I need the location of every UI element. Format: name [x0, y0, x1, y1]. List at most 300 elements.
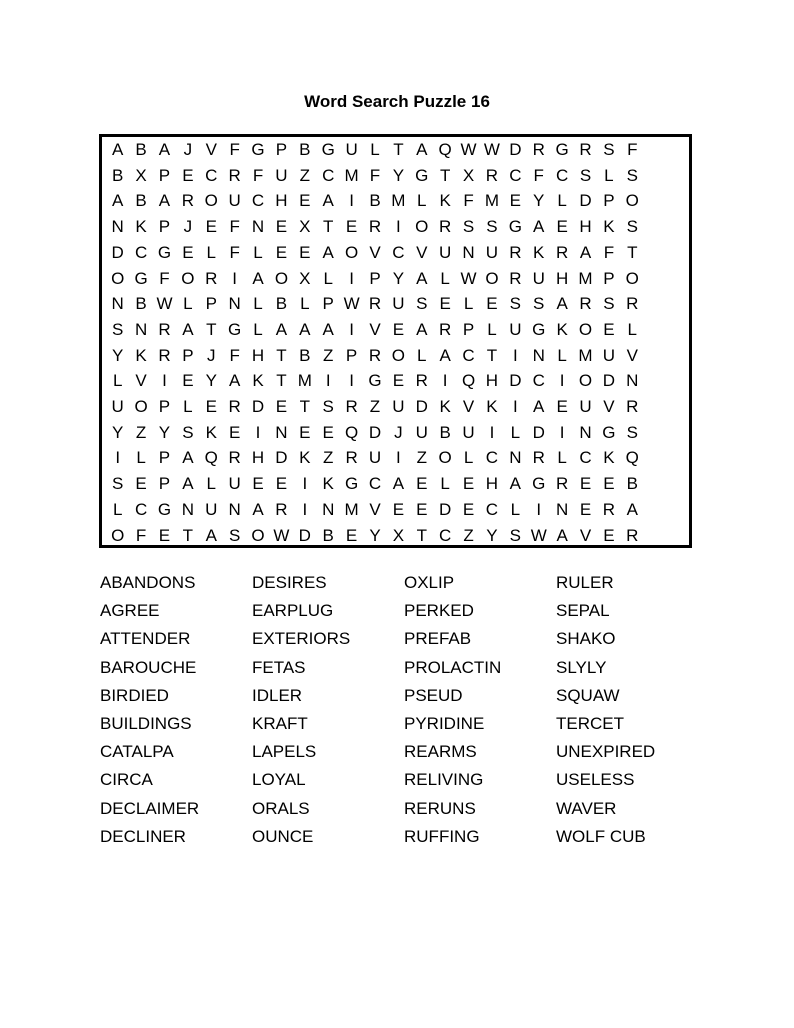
grid-letter[interactable]: A	[252, 499, 264, 519]
grid-letter[interactable]: K	[135, 217, 147, 237]
grid-letter[interactable]: D	[532, 422, 545, 442]
grid-letter[interactable]: U	[205, 499, 218, 519]
grid-letter[interactable]: O	[415, 217, 429, 237]
grid-letter[interactable]: Y	[392, 165, 405, 185]
grid-letter[interactable]: L	[604, 165, 614, 185]
grid-letter[interactable]: F	[603, 242, 615, 262]
grid-letter[interactable]: E	[345, 217, 358, 237]
grid-letter[interactable]: G	[532, 319, 546, 339]
grid-letter[interactable]: Y	[533, 191, 545, 211]
grid-letter[interactable]: G	[321, 140, 335, 159]
grid-letter[interactable]: L	[557, 191, 567, 211]
grid-letter[interactable]: L	[557, 448, 567, 468]
grid-letter[interactable]: C	[485, 499, 499, 519]
grid-letter[interactable]: E	[252, 474, 264, 494]
grid-letter[interactable]: E	[556, 397, 568, 416]
grid-letter[interactable]: U	[368, 448, 382, 468]
grid-letter[interactable]: R	[345, 397, 358, 416]
grid-letter[interactable]: P	[158, 217, 171, 237]
grid-letter[interactable]: C	[532, 371, 545, 391]
grid-letter[interactable]: O	[274, 268, 289, 288]
grid-letter[interactable]: L	[253, 242, 263, 262]
grid-letter[interactable]: N	[181, 499, 194, 519]
grid-letter[interactable]: S	[626, 422, 638, 442]
grid-letter[interactable]: B	[299, 140, 311, 159]
grid-letter[interactable]: T	[486, 345, 498, 365]
grid-letter[interactable]: A	[626, 499, 638, 519]
grid-letter[interactable]: B	[439, 422, 451, 442]
grid-letter[interactable]: V	[369, 499, 381, 519]
grid-letter[interactable]: L	[253, 319, 263, 339]
grid-letter[interactable]: G	[368, 371, 382, 391]
grid-letter[interactable]: U	[602, 345, 616, 365]
grid-letter[interactable]: G	[157, 242, 172, 262]
grid-letter[interactable]: U	[439, 242, 452, 262]
grid-letter[interactable]: X	[462, 165, 475, 185]
grid-letter[interactable]: T	[323, 217, 334, 237]
grid-letter[interactable]: A	[322, 319, 334, 339]
grid-letter[interactable]: O	[204, 191, 218, 211]
grid-letter[interactable]: K	[252, 371, 264, 391]
grid-letter[interactable]: L	[253, 294, 263, 314]
grid-letter[interactable]: A	[275, 319, 288, 339]
grid-letter[interactable]: D	[509, 371, 522, 391]
grid-letter[interactable]: E	[603, 474, 615, 494]
grid-letter[interactable]: K	[603, 448, 615, 468]
grid-letter[interactable]: L	[300, 294, 310, 314]
grid-letter[interactable]: Y	[112, 345, 124, 365]
grid-letter[interactable]: Q	[344, 422, 359, 442]
grid-letter[interactable]: M	[578, 345, 593, 365]
grid-letter[interactable]: R	[626, 525, 639, 545]
grid-letter[interactable]: W	[343, 294, 360, 314]
grid-letter[interactable]: S	[579, 165, 592, 185]
grid-letter[interactable]: K	[322, 474, 334, 494]
grid-letter[interactable]: U	[392, 294, 405, 314]
grid-letter[interactable]: W	[460, 268, 477, 288]
grid-letter[interactable]: L	[557, 345, 567, 365]
grid-letter[interactable]: C	[134, 242, 148, 262]
grid-letter[interactable]: L	[183, 397, 193, 416]
grid-letter[interactable]: P	[603, 191, 615, 211]
grid-letter[interactable]: L	[417, 191, 427, 211]
grid-letter[interactable]: A	[252, 268, 264, 288]
grid-letter[interactable]: F	[135, 525, 147, 545]
grid-letter[interactable]: A	[182, 448, 194, 468]
grid-letter[interactable]: T	[416, 525, 427, 545]
grid-letter[interactable]: R	[275, 499, 288, 519]
grid-letter[interactable]: S	[603, 140, 615, 159]
grid-letter[interactable]: P	[205, 294, 217, 314]
grid-letter[interactable]: E	[205, 397, 217, 416]
grid-letter[interactable]: R	[439, 217, 452, 237]
grid-letter[interactable]: V	[135, 371, 147, 391]
grid-letter[interactable]: G	[157, 499, 172, 519]
grid-letter[interactable]: A	[556, 525, 568, 545]
grid-letter[interactable]: S	[626, 217, 638, 237]
grid-letter[interactable]: I	[559, 371, 565, 391]
grid-letter[interactable]: O	[251, 525, 265, 545]
grid-letter[interactable]: T	[182, 525, 194, 545]
grid-letter[interactable]: W	[483, 140, 500, 159]
grid-letter[interactable]: A	[439, 345, 451, 365]
grid-letter[interactable]: E	[416, 499, 428, 519]
grid-letter[interactable]: D	[368, 422, 382, 442]
grid-letter[interactable]: L	[440, 268, 450, 288]
grid-letter[interactable]: S	[603, 294, 615, 314]
grid-letter[interactable]: Y	[392, 268, 405, 288]
grid-letter[interactable]: C	[462, 345, 475, 365]
grid-letter[interactable]: E	[205, 217, 217, 237]
grid-letter[interactable]: E	[322, 422, 334, 442]
grid-letter[interactable]: K	[603, 217, 615, 237]
grid-letter[interactable]: C	[392, 242, 405, 262]
grid-letter[interactable]: F	[252, 165, 264, 185]
grid-letter[interactable]: A	[182, 474, 194, 494]
grid-letter[interactable]: L	[112, 499, 123, 519]
grid-letter[interactable]: Y	[486, 525, 498, 545]
grid-letter[interactable]: Y	[112, 422, 124, 442]
grid-letter[interactable]: T	[276, 371, 287, 391]
grid-letter[interactable]: R	[532, 140, 545, 159]
grid-letter[interactable]: U	[579, 397, 592, 416]
grid-letter[interactable]: I	[489, 422, 495, 442]
grid-letter[interactable]: P	[462, 319, 475, 339]
grid-letter[interactable]: W	[273, 525, 290, 545]
grid-letter[interactable]: N	[251, 217, 265, 237]
grid-letter[interactable]: Q	[461, 371, 476, 391]
grid-letter[interactable]: E	[462, 499, 475, 519]
grid-letter[interactable]: B	[135, 140, 147, 159]
grid-letter[interactable]: L	[370, 140, 380, 159]
grid-letter[interactable]: D	[579, 191, 592, 211]
grid-letter[interactable]: N	[111, 217, 124, 237]
grid-letter[interactable]: N	[275, 422, 288, 442]
grid-letter[interactable]: I	[349, 191, 354, 211]
grid-letter[interactable]: P	[603, 268, 615, 288]
grid-letter[interactable]: E	[299, 191, 311, 211]
grid-letter[interactable]: R	[415, 371, 428, 391]
grid-letter[interactable]: D	[251, 397, 265, 416]
grid-letter[interactable]: O	[181, 268, 195, 288]
grid-letter[interactable]: X	[135, 165, 147, 185]
grid-letter[interactable]: R	[228, 397, 241, 416]
grid-letter[interactable]: L	[136, 448, 146, 468]
grid-letter[interactable]: O	[111, 525, 125, 545]
grid-letter[interactable]: I	[396, 448, 401, 468]
grid-letter[interactable]: R	[158, 319, 171, 339]
grid-letter[interactable]: K	[533, 242, 545, 262]
grid-letter[interactable]: F	[463, 191, 474, 211]
grid-letter[interactable]: F	[229, 345, 240, 365]
grid-letter[interactable]: T	[393, 140, 404, 159]
grid-letter[interactable]: G	[228, 319, 242, 339]
grid-letter[interactable]: P	[345, 345, 358, 365]
grid-letter[interactable]: Q	[204, 448, 218, 468]
grid-letter[interactable]: D	[298, 525, 311, 545]
grid-letter[interactable]: S	[486, 217, 498, 237]
grid-letter[interactable]: J	[394, 422, 403, 442]
grid-letter[interactable]: L	[463, 448, 474, 468]
grid-letter[interactable]: I	[232, 268, 238, 288]
grid-letter[interactable]: K	[486, 397, 498, 416]
grid-letter[interactable]: R	[602, 499, 616, 519]
grid-letter[interactable]: G	[602, 422, 616, 442]
grid-letter[interactable]: A	[533, 217, 545, 237]
grid-letter[interactable]: B	[369, 191, 381, 211]
grid-letter[interactable]: E	[603, 525, 615, 545]
grid-letter[interactable]: B	[112, 165, 124, 185]
grid-letter[interactable]: L	[112, 371, 123, 391]
grid-letter[interactable]: M	[578, 268, 593, 288]
grid-letter[interactable]: A	[112, 191, 124, 211]
grid-letter[interactable]: I	[349, 319, 354, 339]
grid-letter[interactable]: A	[322, 242, 334, 262]
grid-letter[interactable]: O	[578, 371, 593, 391]
grid-letter[interactable]: C	[134, 499, 148, 519]
grid-letter[interactable]: R	[368, 294, 382, 314]
grid-letter[interactable]: Q	[625, 448, 639, 468]
grid-letter[interactable]: E	[392, 371, 405, 391]
grid-letter[interactable]: E	[135, 474, 147, 494]
grid-letter[interactable]: O	[485, 268, 499, 288]
grid-letter[interactable]: E	[299, 422, 311, 442]
grid-letter[interactable]: A	[579, 242, 592, 262]
grid-letter[interactable]: T	[627, 242, 638, 262]
grid-letter[interactable]: U	[345, 140, 358, 159]
grid-letter[interactable]: B	[135, 191, 147, 211]
grid-letter[interactable]: E	[579, 474, 592, 494]
grid-letter[interactable]: U	[111, 397, 124, 416]
grid-letter[interactable]: F	[627, 140, 638, 159]
grid-letter[interactable]: R	[555, 242, 569, 262]
grid-letter[interactable]: Z	[323, 345, 334, 365]
grid-letter[interactable]: R	[368, 345, 382, 365]
grid-letter[interactable]: O	[391, 345, 405, 365]
grid-letter[interactable]: E	[486, 294, 498, 314]
grid-letter[interactable]: E	[275, 474, 288, 494]
grid-letter[interactable]: G	[251, 140, 265, 159]
grid-letter[interactable]: F	[229, 140, 240, 159]
grid-letter[interactable]: I	[302, 474, 308, 494]
grid-letter[interactable]: N	[532, 345, 545, 365]
grid-letter[interactable]: G	[532, 474, 546, 494]
grid-letter[interactable]: S	[182, 422, 194, 442]
grid-letter[interactable]: F	[533, 165, 544, 185]
grid-letter[interactable]: M	[484, 191, 500, 211]
grid-letter[interactable]: O	[625, 268, 639, 288]
grid-letter[interactable]: B	[299, 345, 311, 365]
grid-letter[interactable]: P	[158, 448, 171, 468]
grid-letter[interactable]: L	[206, 474, 216, 494]
grid-letter[interactable]: S	[509, 525, 521, 545]
grid-letter[interactable]: M	[344, 165, 359, 185]
grid-letter[interactable]: K	[439, 397, 451, 416]
grid-letter[interactable]: R	[509, 268, 522, 288]
grid-letter[interactable]: Y	[205, 371, 217, 391]
grid-letter[interactable]: K	[299, 448, 311, 468]
grid-letter[interactable]: K	[135, 345, 147, 365]
grid-letter[interactable]: L	[440, 474, 450, 494]
grid-letter[interactable]: H	[485, 371, 499, 391]
grid-letter[interactable]: N	[111, 294, 124, 314]
grid-letter[interactable]: O	[578, 319, 593, 339]
grid-letter[interactable]: S	[228, 525, 241, 545]
grid-letter[interactable]: N	[509, 448, 522, 468]
grid-letter[interactable]: N	[555, 499, 569, 519]
grid-letter[interactable]: V	[416, 242, 428, 262]
grid-letter[interactable]: D	[602, 371, 616, 391]
grid-letter[interactable]: A	[158, 191, 171, 211]
grid-letter[interactable]: X	[299, 268, 311, 288]
grid-letter[interactable]: V	[369, 319, 381, 339]
grid-letter[interactable]: E	[345, 525, 358, 545]
grid-letter[interactable]: L	[417, 345, 427, 365]
grid-letter[interactable]: T	[276, 345, 287, 365]
grid-letter[interactable]: U	[509, 319, 522, 339]
grid-letter[interactable]: X	[392, 525, 405, 545]
grid-letter[interactable]: L	[510, 422, 521, 442]
grid-letter[interactable]: O	[438, 448, 452, 468]
grid-letter[interactable]: R	[228, 448, 241, 468]
grid-letter[interactable]: I	[349, 268, 354, 288]
grid-letter[interactable]: G	[555, 140, 569, 159]
grid-letter[interactable]: E	[439, 294, 451, 314]
grid-letter[interactable]: Z	[463, 525, 474, 545]
grid-letter[interactable]: M	[297, 371, 312, 391]
grid-letter[interactable]: X	[299, 217, 311, 237]
grid-letter[interactable]: E	[182, 165, 194, 185]
grid-letter[interactable]: C	[509, 165, 522, 185]
grid-letter[interactable]: A	[416, 140, 428, 159]
grid-letter[interactable]: S	[112, 319, 124, 339]
grid-letter[interactable]: Z	[299, 165, 311, 185]
grid-letter[interactable]: E	[299, 242, 311, 262]
grid-letter[interactable]: R	[439, 319, 452, 339]
grid-letter[interactable]: A	[112, 140, 124, 159]
grid-letter[interactable]: C	[485, 448, 499, 468]
grid-letter[interactable]: O	[625, 191, 639, 211]
grid-letter[interactable]: P	[275, 140, 288, 159]
grid-letter[interactable]: D	[415, 397, 428, 416]
grid-letter[interactable]: G	[134, 268, 148, 288]
grid-letter[interactable]: M	[391, 191, 406, 211]
grid-letter[interactable]: E	[275, 217, 288, 237]
grid-letter[interactable]: R	[158, 345, 171, 365]
grid-letter[interactable]: R	[579, 294, 592, 314]
grid-letter[interactable]: A	[392, 474, 405, 494]
grid-letter[interactable]: I	[536, 499, 542, 519]
grid-letter[interactable]: Z	[135, 422, 147, 442]
grid-letter[interactable]: E	[275, 397, 288, 416]
grid-letter[interactable]: I	[396, 217, 401, 237]
grid-letter[interactable]: V	[579, 525, 592, 545]
grid-letter[interactable]: T	[299, 397, 311, 416]
grid-letter[interactable]: J	[183, 217, 193, 237]
grid-letter[interactable]: E	[462, 474, 475, 494]
grid-letter[interactable]: A	[322, 191, 334, 211]
grid-letter[interactable]: A	[182, 319, 194, 339]
grid-letter[interactable]: D	[111, 242, 124, 262]
grid-letter[interactable]: S	[509, 294, 521, 314]
grid-letter[interactable]: V	[205, 140, 217, 159]
grid-letter[interactable]: I	[349, 371, 354, 391]
grid-letter[interactable]: E	[603, 319, 615, 339]
grid-letter[interactable]: A	[416, 319, 428, 339]
grid-letter[interactable]: I	[559, 422, 565, 442]
grid-letter[interactable]: F	[369, 165, 381, 185]
grid-letter[interactable]: B	[135, 294, 147, 314]
grid-letter[interactable]: K	[205, 422, 217, 442]
grid-letter[interactable]: N	[579, 422, 592, 442]
grid-letter[interactable]: H	[485, 474, 499, 494]
grid-letter[interactable]: H	[251, 448, 265, 468]
grid-letter[interactable]: F	[229, 217, 240, 237]
grid-letter[interactable]: B	[275, 294, 288, 314]
grid-letter[interactable]: N	[462, 242, 475, 262]
grid-letter[interactable]: O	[344, 242, 359, 262]
grid-letter[interactable]: S	[416, 294, 428, 314]
grid-letter[interactable]: E	[228, 422, 241, 442]
grid-letter[interactable]: L	[487, 319, 497, 339]
grid-letter[interactable]: A	[228, 371, 241, 391]
grid-letter[interactable]: L	[463, 294, 474, 314]
grid-letter[interactable]: E	[392, 499, 405, 519]
grid-letter[interactable]: R	[181, 191, 194, 211]
grid-letter[interactable]: C	[439, 525, 452, 545]
grid-letter[interactable]: J	[207, 345, 216, 365]
grid-letter[interactable]: R	[626, 294, 639, 314]
grid-letter[interactable]: P	[369, 268, 381, 288]
grid-letter[interactable]: M	[344, 499, 359, 519]
grid-letter[interactable]: R	[532, 448, 545, 468]
grid-letter[interactable]: Q	[438, 140, 452, 159]
grid-letter[interactable]: I	[325, 371, 331, 391]
grid-letter[interactable]: E	[182, 242, 194, 262]
grid-letter[interactable]: O	[111, 268, 125, 288]
grid-letter[interactable]: A	[533, 397, 545, 416]
grid-letter[interactable]: E	[556, 217, 568, 237]
grid-letter[interactable]: G	[344, 474, 359, 494]
grid-letter[interactable]: S	[322, 397, 334, 416]
grid-letter[interactable]: V	[462, 397, 475, 416]
grid-letter[interactable]: S	[626, 165, 638, 185]
grid-letter[interactable]: L	[510, 499, 521, 519]
grid-letter[interactable]: R	[509, 242, 522, 262]
grid-letter[interactable]: S	[462, 217, 475, 237]
grid-letter[interactable]: E	[579, 499, 592, 519]
grid-letter[interactable]: B	[322, 525, 334, 545]
grid-letter[interactable]: I	[162, 371, 167, 391]
grid-letter[interactable]: C	[322, 165, 335, 185]
grid-letter[interactable]: P	[158, 165, 171, 185]
grid-letter[interactable]: P	[322, 294, 334, 314]
grid-letter[interactable]: B	[626, 474, 638, 494]
grid-letter[interactable]: K	[439, 191, 451, 211]
grid-letter[interactable]: L	[206, 242, 216, 262]
grid-letter[interactable]: R	[555, 474, 569, 494]
grid-letter[interactable]: V	[369, 242, 381, 262]
grid-letter[interactable]: C	[579, 448, 592, 468]
grid-letter[interactable]: N	[134, 319, 148, 339]
grid-letter[interactable]: S	[112, 474, 124, 494]
grid-letter[interactable]: C	[251, 191, 265, 211]
grid-letter[interactable]: E	[416, 474, 428, 494]
grid-letter[interactable]: E	[275, 242, 288, 262]
grid-letter[interactable]: U	[462, 422, 475, 442]
grid-letter[interactable]: W	[460, 140, 477, 159]
grid-letter[interactable]: T	[206, 319, 217, 339]
